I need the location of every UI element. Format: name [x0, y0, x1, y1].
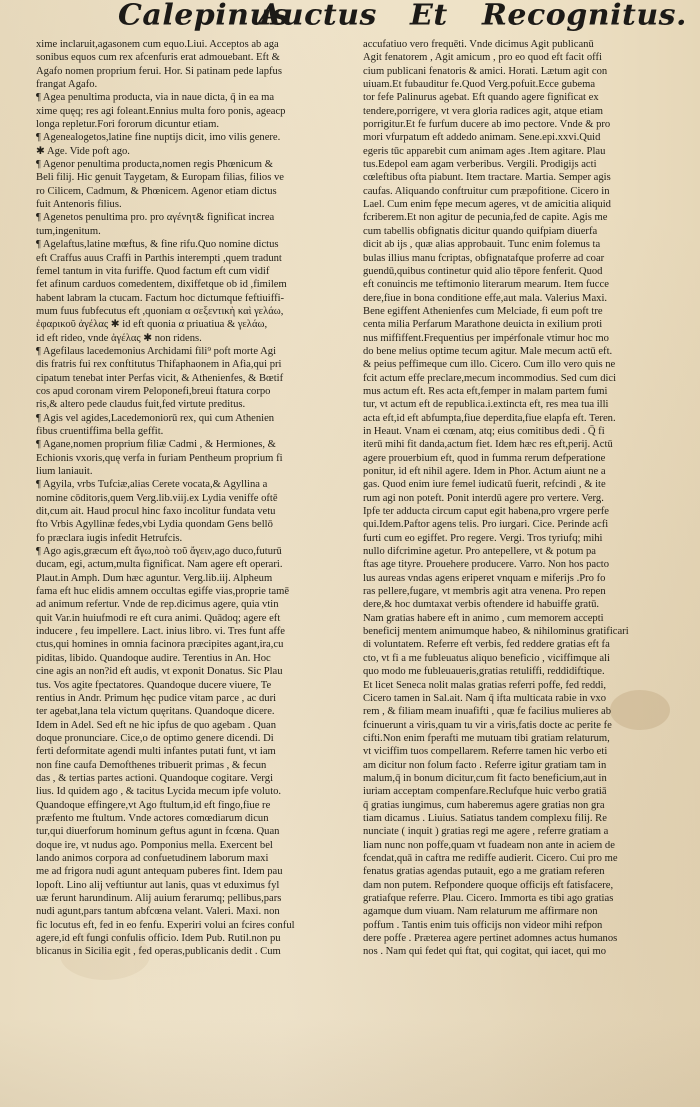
text-line: fenatus gratias agendas putauit, ego a me gratiam referen: [363, 866, 605, 878]
text-line: Lael. Cum enim fępe mecum ageres, vt de amicitia aliquid: [363, 199, 611, 211]
text-line: tor fefe Palinurus agebat. Eft quando agere fignificat ex: [363, 92, 599, 104]
text-line: ris,& altero pede claudus fuit,fed virtute preditus.: [36, 399, 246, 411]
text-line: Plaut.in Amph. Dum hæc aguntur. Verg.lib.iij. Alpheum: [36, 572, 273, 584]
text-line: doque ire, vt nudus ago. Pomponius mella. Exercent bel: [36, 839, 273, 851]
text-line: cœleftibus ofta piabunt. Item tractare. Martia. Semper agis: [363, 172, 611, 184]
text-line: ad animum refertur. Vnde de rep.dicimus agere, quia vtin: [36, 599, 279, 611]
text-line: sonibus equos cum rex afcenfuris erat admouebant. Eft &: [36, 52, 280, 64]
text-line: id eft rideo, vnde ἀγέλας ✱ non ridens.: [36, 332, 202, 344]
text-line: gas. Quod enim iure femel iudicatū fuerit, refcindi , & ite: [363, 479, 606, 491]
text-line: fet afinum carduos comedentem, dixiffetque ob id ,fimilem: [36, 279, 287, 291]
text-line: Bene egiffent Athenienfes cum Melciade, fi eum poft tre: [363, 305, 603, 317]
text-line: ter agebat,lana tela victum quęritans. Quandoque dicere.: [36, 706, 275, 718]
text-line: Beli filij. Hic genuit Taygetam, & Europam filias, filios ve: [36, 172, 284, 184]
text-line: Echionis vxoris,quę verfa in furiam Pentheum proprium fi: [36, 452, 283, 464]
text-line: vt viciffim tuos compellarem. Referre tamen hic verbo eti: [363, 746, 608, 758]
text-line: poffum . Tantis enim tuis officijs non videor mihi refpon: [363, 919, 603, 931]
text-line: mum fuus fubfecutus eft ,quoniam α σεξεντικὴ καὶ γελάω,: [36, 305, 284, 317]
text-line: ¶ Ago agis,græcum eft ἄγω,ποὸ τοῦ ἄγειν,ago duco,futurū: [36, 546, 282, 558]
text-line: rum agi non poteft. Ponit interdū agere pro vertere. Verg.: [363, 492, 604, 504]
text-line: centa milia Perfarum Marathone deuicta in exilium proti: [363, 319, 603, 331]
text-line: iuriam acceptam compenfare.Reclufque huic verbo gratiā: [363, 786, 607, 798]
header-word-et: Et: [410, 0, 448, 33]
text-line: Ipfe ter adducta circum caput egit habena,pro vrgere perfe: [363, 506, 609, 518]
text-line: rentius in Andr. Primum hęc pudice vitam parce , ac duri: [36, 692, 277, 704]
text-line: Et licet Seneca nolit malas gratias referri poffe, fed reddi,: [363, 679, 607, 691]
text-line: xime inclaruit,agasonem cum equo.Liui. Acceptos ab aga: [36, 39, 279, 50]
text-line: agamque dum viuam. Nam relaturum me affirmare non: [363, 906, 598, 918]
text-line: præfento me ftultum. Vnde actores comœdiarum dicun: [36, 812, 269, 824]
text-line: fic locutus eft, fed in eo fenfu. Experiri volui an fcires conful: [36, 919, 295, 931]
text-line: ¶ Agyila, vrbs Tufciæ,alias Cerete vocata,& Agyllina a: [36, 479, 268, 491]
text-line: uiuam.Et fubauditur fe.Quod Verg.pofuit.Ecce gubema: [363, 79, 596, 91]
text-line: gratiafque referre. Plau. Cicero. Immorta es tibi ago gratias: [363, 893, 614, 904]
text-line: cifti.Non enim fperafti me mutuam tibi gratiam relaturum,: [363, 732, 610, 744]
text-line: ✱ Age. Vide poft ago.: [36, 145, 130, 157]
text-line: mus actum eft. Res acta eft,femper in malam partem fumi: [363, 385, 608, 397]
text-line: ¶ Agenor penultima producta,nomen regis Phœnicum &: [36, 159, 273, 171]
text-line: eft conuincis me teftimonio literarum mearum. Item fucce: [363, 279, 609, 291]
text-line: bulas illius manu fcriptas, obfignatafque proferre ad coar: [363, 252, 605, 264]
text-line: dis fratris fui rex conftitutus Thifaphaonem in Afia,qui pri: [36, 359, 282, 371]
text-line: ferti deformitate agendi multi infantes putati funt, vt iam: [36, 746, 276, 758]
text-line: in Heaut. Vnam ei cœnam, atq; eius comitibus dedi . Q̄ fi: [363, 425, 605, 437]
page-shadow: [0, 1017, 700, 1107]
text-line: beneficij mentem animumque habeo, & nihilominus gratificari: [363, 626, 629, 638]
text-line: tur, vt actum eft de republica.i.extincta eft, res mea tua illi: [363, 399, 609, 411]
text-line: xime quęq; res agi foleant.Ennius multa foro ponis, ageacp: [36, 105, 286, 117]
text-line: fcit actum effe preclare,mecum incommodius. Sed cum dici: [363, 372, 617, 384]
text-line: dit,cum ait. Haud procul hinc faxo incolitur fundata vetu: [36, 506, 276, 518]
text-line: fibus cruentiffima bella geffit.: [36, 425, 164, 437]
text-line: Agit fenatorem , Agit amicum , pro eo quod eft facit offi: [363, 52, 602, 64]
text-line: tur,qui diuerforum hominum geftus agunt in fcœna. Quan: [36, 826, 280, 838]
text-line: mori vfurpatum eft addedo animam. Sene.epi.xxvi.Quid: [363, 132, 601, 144]
text-line: Agafo nomen proprium ferui. Hor. Si patinam pede lapfus: [36, 65, 282, 77]
text-line: & peius peffimeque cum illo. Cicero. Cum illo vero quis ne: [363, 359, 616, 371]
text-line: fama eft huc elidis amnem occultas egiffe vias,proprie tamē: [36, 586, 290, 598]
text-line: blicanus in Sicilia egit , fed operas,publicanis dedit . Cum: [36, 946, 281, 958]
text-line: tum,ingenitum.: [36, 225, 101, 237]
header-word-auctus: Auctus: [258, 0, 377, 33]
text-line: acta eft,id eft abfumpta,fiue deperdita,fiue elapfa eft. Teren.: [363, 412, 616, 424]
text-line: cum tabellis obfignatis dicitur quando quifpiam diuerfa: [363, 225, 598, 237]
text-line: fcriberem.Et non agitur de pecunia,fed de capite. Agis me: [363, 212, 608, 224]
text-line: cipatum tenebat inter Perfas vicit, & Athenienfes, & Bœtif: [36, 372, 284, 384]
header-word-recognitus: Recognitus.: [482, 0, 687, 33]
text-line: tiam dicamus . Liuius. Satiatus tandem complexu filij. Re: [363, 812, 607, 824]
text-line: longa repletur.Fori fororum dicuntur etiam.: [36, 119, 219, 131]
text-line: das , & tertias partes actioni. Quandoque cogitare. Vergi: [36, 772, 274, 784]
text-line: ¶ Agenealogetos,latine fine nuptijs dicit, imo vilis genere.: [36, 132, 281, 144]
text-line: Cicero tamen in Sal.ait. Nam q̄ ifta multicata rabie in vxo: [363, 692, 606, 704]
text-line: lium laniauit.: [36, 466, 93, 477]
text-line: lus aureas vndas agens eriperet vnquam e miferijs .Pro fo: [363, 572, 606, 584]
text-line: rem , & filiam meam inuafifti , quæ fe facilius mulieres ab: [363, 706, 611, 718]
header-word-calepinus: Calepinus: [118, 0, 290, 33]
text-line: egeris tūc apparebit cum animam ages .Item agitare. Plau: [363, 145, 606, 157]
running-header: [0, 0, 700, 34]
text-line: agere prouerbium eft, quod in fumma rerum defperatione: [363, 452, 606, 464]
text-line: nus miffiffent.Frequentius per impérfonale vtimur hoc mo: [363, 332, 609, 344]
text-line: porrigitur.Et fe furfum ducere ab imo pectore. Vnde & pro: [363, 119, 611, 131]
text-line: cine agis an non?id eft audis, vt exponit Donatus. Sic Plau: [36, 666, 283, 678]
text-line: agere,id eft fungi confulis officio. Idem Pub. Rutil.non pu: [36, 933, 281, 945]
text-line: ¶ Agea penultima producta, via in naue dicta, q̄ in ea ma: [36, 92, 275, 104]
text-line: iterū mihi fit danda,actum fiet. Idem hæc res eft,perij. Actū: [363, 439, 613, 451]
text-line: habent labram la ctucam. Factum hoc dictumque feftiuiffi-: [36, 292, 285, 304]
text-line: lopoft. Lino alij veftiuntur aut lanis, quas vt eduximus fyl: [36, 879, 280, 891]
text-line: quo modo me fubleuaueris,gratias retuliffi, reddidiftique.: [363, 666, 605, 678]
text-line: lando animos corpora ad confuetudinem laborum maxi: [36, 852, 269, 864]
text-line: ro Cilicem, Cadmum, & Phœnicem. Agenor etiam dictus: [36, 185, 277, 197]
text-line: cium publicani fenatoris & amici. Horati. Lætum agit con: [363, 65, 608, 77]
text-line: ¶ Agis vel agides,Lacedemoniorū rex, qui cum Athenien: [36, 412, 275, 424]
text-line: frangat Agafo.: [36, 79, 98, 91]
text-line: Quandoque effingere,vt Ago ftultum,id eft fingo,fiue re: [36, 799, 271, 811]
text-line: fcinuerunt a viris,quam tu vir a viris,fatis docte ac perite fe: [363, 719, 612, 731]
text-line: ctus,qui homines in omnia facinora præcipites agant,ira,cu: [36, 639, 284, 651]
text-line: nullo difcrimine agetur. Pro antepellere, vt & potum pa: [363, 546, 597, 558]
text-line: tendere,porrigere, vt vera gloria radices agit, atque etiam: [363, 105, 604, 117]
text-line: accufatiuo vero frequēti. Vnde dicimus Agit publicanū: [363, 39, 594, 50]
text-line: fcendat,quā in caftra me rediffe audierit. Cicero. Cui pro me: [363, 852, 618, 864]
text-line: malum,q̄ in bonum dicitur,cum fit facto beneficium,aut in: [363, 772, 607, 784]
text-line: fto Vrbis Agyllinæ fedes,vbi Lydia quondam Gens bellō: [36, 519, 273, 531]
text-line: fuit Antenoris filius.: [36, 199, 122, 211]
text-line: di voluntatem. Referre eft verbis, fed reddere gratias eft fa: [363, 639, 610, 651]
text-line: piditas, libido. Quandoque audire. Terentius in An. Hoc: [36, 652, 271, 664]
text-line: am dicitur non folum facto . Referre igitur gratiam tam in: [363, 759, 607, 771]
text-line: dicit ab ijs , quæ alias approbauit. Tunc enim folemus ta: [363, 239, 601, 251]
text-line: ponitur, id eft nihil agere. Idem in Phor. Actum aiunt ne a: [363, 466, 606, 477]
text-line: ducam, egi, actum,multa fignificat. Nam agere eft operari.: [36, 559, 283, 571]
text-line: nunciate ( inquit ) gratias regi me agere , referre gratiam a: [363, 826, 609, 838]
text-line: Idem in Adel. Sed eft ne hic ipfus de quo agebam . Quan: [36, 719, 277, 731]
text-line: nomine cōditoris,quem Verg.lib.viij.ex Lydia veniffe oftē: [36, 492, 278, 504]
text-line: inducere , feu impellere. Lact. inius libro. vi. Tres funt affe: [36, 626, 285, 638]
text-line: do bene melius optime tecum agitur. Male mecum actū eft.: [363, 345, 613, 357]
text-line: qui.Idem.Paftor agens telis. Pro iurgari. Cice. Perinde acfi: [363, 519, 609, 531]
text-line: fo præclara iugis infedit Hetrufcis.: [36, 532, 183, 544]
text-line: ¶ Agefilaus lacedemonius Archidami fili⁹ poft morte Agi: [36, 345, 277, 357]
text-line: liam nunc non poffe,quam vt fuadeam non ante in aciem de: [363, 839, 615, 851]
text-line: ¶ Agenetos penultima pro. pro αγένητ& fignificat increa: [36, 212, 275, 224]
text-line: quit Var.in huiufmodi re eft cura animi. Quādoq; agere eft: [36, 612, 281, 624]
text-line: ¶ Agane,nomen proprium filiæ Cadmi , & Hermiones, &: [36, 439, 276, 451]
text-line: non fine caufa Demofthenes tribuerit primas , & fecun: [36, 759, 267, 771]
text-line: ἐφαρικοῦ ἀγέλας ✱ id eft quonia α priuatiua & γελάω,: [36, 319, 268, 331]
text-line: eft Craffus auus Craffi in Parthis interempti ,quem tradunt: [36, 252, 282, 264]
text-line: nos . Nam qui fedet qui ftat, qui cogitat, qui iacet, qui mo: [363, 946, 607, 958]
text-line: furti cum eo egiffet. Pro regere. Vergi. Tros tyriufq; mihi: [363, 532, 603, 544]
text-line: dere poffe . Præterea agere pertinet adomnes actus humanos: [363, 933, 618, 945]
text-line: cos apud coronam virem Peloponefi,breui ftatura corpo: [36, 385, 271, 397]
text-line: me ad frigora nudi agunt antequam puberes fint. Idem pau: [36, 866, 283, 878]
text-line: ras pellere,fugare, vt membris agit atra venena. Pro repen: [363, 586, 606, 598]
text-line: uæ ferunt harundinum. Alij auium ferarumq; pellibus,pars: [36, 893, 282, 904]
text-line: doque pronunciare. Cice,o de optimo genere dicendi. Di: [36, 732, 274, 744]
text-line: dere,fiue in bona conditione effe,aut mala. Valerius Maxi.: [363, 292, 608, 304]
text-line: caufas. Aliquando conftruitur cum præpofitione. Cicero in: [363, 185, 610, 197]
text-line: guendū,quibus continetur quid alio tēpore fenferit. Quod: [363, 265, 603, 277]
text-line: q̄ gratias iungimus, cum haberemus agere gratias non gra: [363, 799, 605, 811]
left-text-column: [36, 38, 354, 959]
text-line: tus. Vos agite fpectatores. Quandoque ducere viuere, Te: [36, 679, 272, 691]
right-text-column: [363, 38, 681, 959]
text-line: ¶ Agelaftus,latine mœftus, & fine rifu.Quo nomine dictus: [36, 239, 279, 251]
text-line: ftas age tityre. Prouehere producere. Varro. Non hos pacto: [363, 559, 610, 571]
text-line: dam non putem. Refpondere quoque officijs eft fatisfacere,: [363, 879, 614, 891]
text-line: Nam gratias habere eft in animo , cum memorem accepti: [363, 612, 604, 624]
text-line: dere,& hoc dumtaxat verbis oftendere id habuiffe gratū.: [363, 599, 600, 611]
text-line: tus.Edepol eam agam verberibus. Vergili. Prodigijs acti: [363, 159, 597, 171]
text-line: femel tantum in vita furiffe. Quod factum eft cum vidif: [36, 265, 270, 277]
text-line: lius. Id quidem ago , & tacitus Lycida mecum ipfe voluto.: [36, 786, 282, 798]
text-line: nudi agunt,pars tantum abfcœna velant. Valeri. Maxi. non: [36, 906, 280, 918]
text-line: cto, vt fi a me fubleuatus aliquo beneficio , viciffimque ali: [363, 652, 610, 664]
